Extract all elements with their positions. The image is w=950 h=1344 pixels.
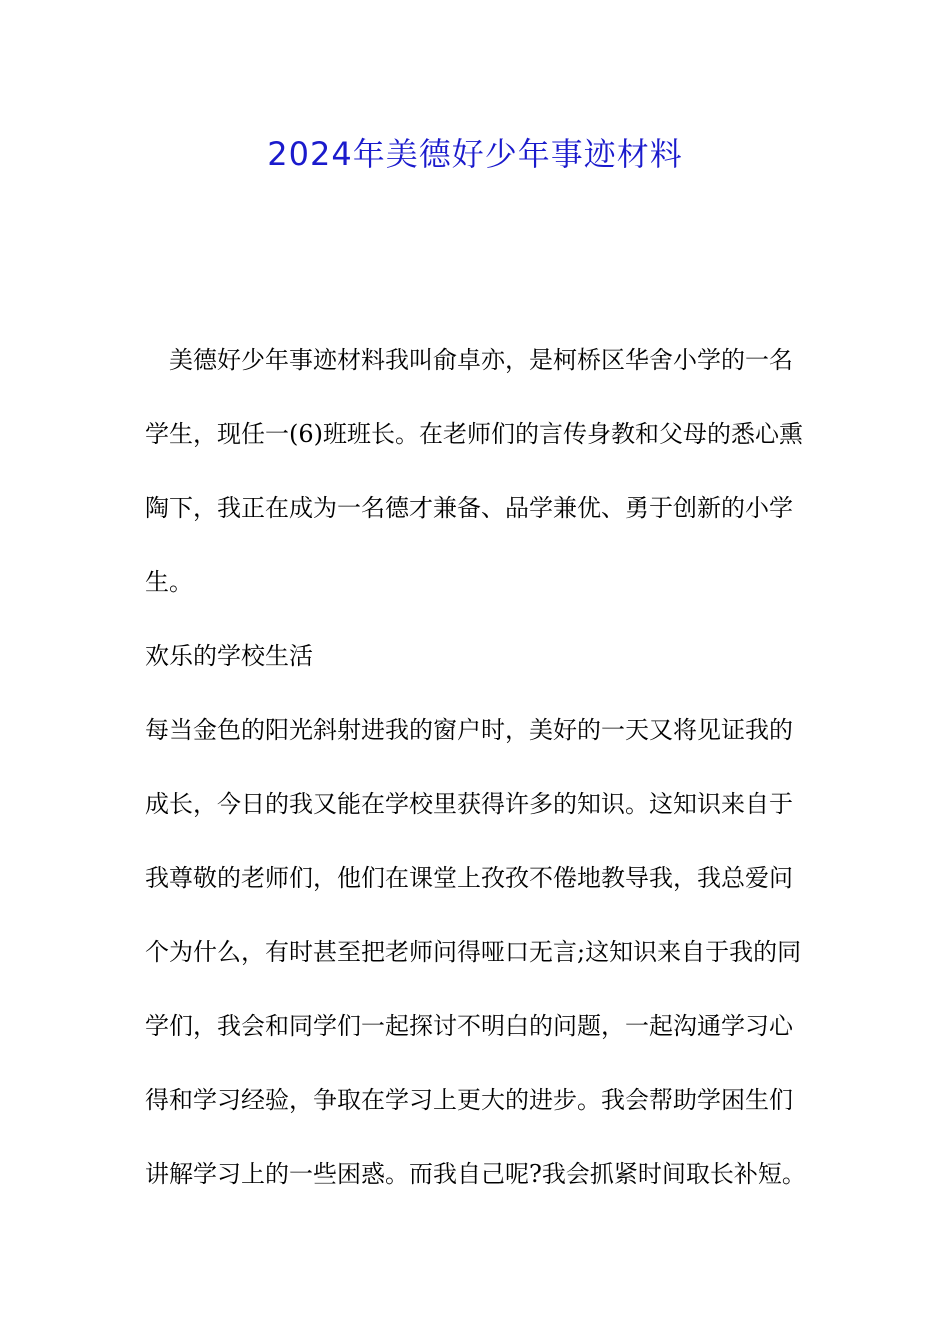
paragraph-line: 得和学习经验，争取在学习上更大的进步。我会帮助学困生们 [145,1086,793,1114]
document-body [145,323,810,1211]
section-heading-text: 欢乐的学校生活 [145,642,313,670]
paragraph-line: 学们，我会和同学们一起探讨不明白的问题，一起沟通学习心 [145,1012,793,1040]
paragraph-line: 讲解学习上的一些困惑。而我自己呢?我会抓紧时间取长补短。 [145,1160,806,1188]
document-title: 2024年美德好少年事迹材料 [267,135,683,173]
paragraph-line: 生。 [145,568,193,596]
paragraph-line: 陶下，我正在成为一名德才兼备、品学兼优、勇于创新的小学 [145,494,793,522]
paragraph-intro [145,323,810,619]
paragraph-line: 美德好少年事迹材料我叫俞卓亦，是柯桥区华舍小学的一名 [169,346,793,374]
paragraph-line: 学生，现任一(6)班班长。在老师们的言传身教和父母的悉心熏 [145,420,803,448]
paragraph-line: 我尊敬的老师们，他们在课堂上孜孜不倦地教导我，我总爱问 [145,864,793,892]
paragraph-line: 个为什么，有时甚至把老师问得哑口无言;这知识来自于我的同 [145,938,802,966]
paragraph-school-life [145,693,810,1211]
paragraph-line: 每当金色的阳光斜射进我的窗户时，美好的一天又将见证我的 [145,716,793,744]
section-heading [145,619,810,693]
paragraph-line: 成长，今日的我又能在学校里获得许多的知识。这知识来自于 [145,790,793,818]
